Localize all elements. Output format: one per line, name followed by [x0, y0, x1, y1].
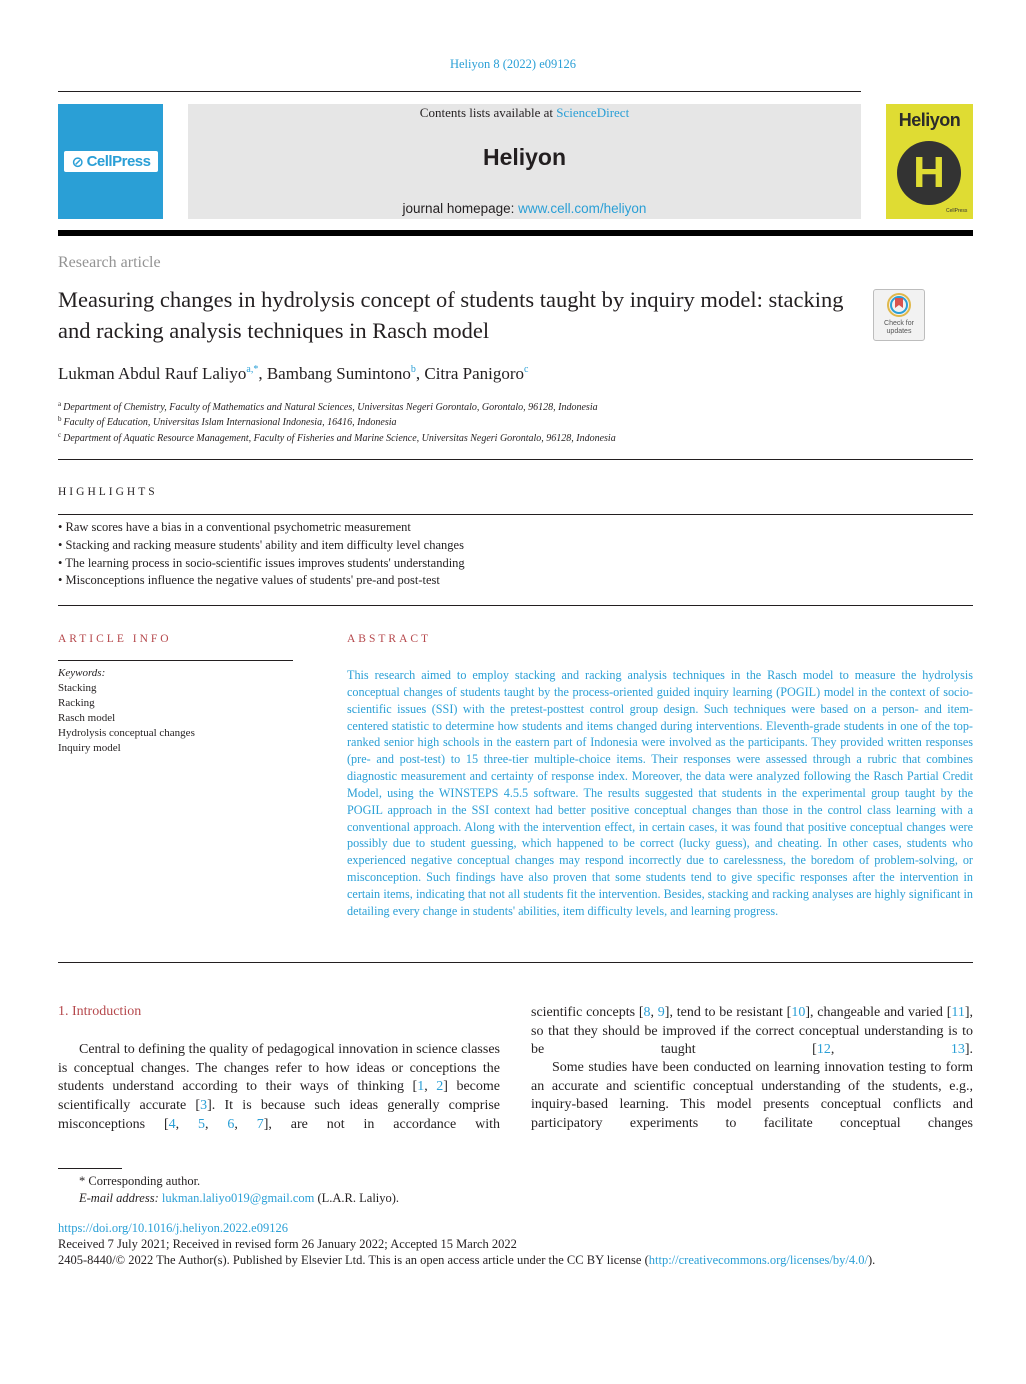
- citation-link[interactable]: 3: [200, 1098, 208, 1114]
- citation-link[interactable]: 1: [417, 1079, 425, 1095]
- text-run: ], changeable and varied [: [805, 1005, 952, 1020]
- highlight-item: • Stacking and racking measure students' ability and item difficulty level changes: [58, 538, 464, 552]
- citation-link[interactable]: 11: [951, 1005, 965, 1020]
- text-run: ], so that they should be improved if the correct conceptual understanding is to be taught [: [531, 1005, 974, 1058]
- keyword: Inquiry model: [58, 742, 121, 754]
- author-separator: ,: [258, 364, 267, 383]
- journal-banner: [188, 104, 861, 219]
- author-affiliation-mark[interactable]: b: [410, 364, 416, 375]
- intro-paragraph-1: [58, 1041, 500, 1135]
- journal-reference[interactable]: Heliyon 8 (2022) e09126: [449, 57, 577, 71]
- intro-paragraph-2: Some studies have been conducted on learning innovation testing to form an accurate and scientific conceptual understanding of the students, e.g., inquiry-based learning. This model presents conceptual conflicts and participatory experiments to facilitate conceptual changes: [531, 1060, 973, 1132]
- citation-link[interactable]: 6: [227, 1116, 235, 1132]
- affiliation-c: $^c$ Department of Aquatic Resource Management, Faculty of Fisheries and Marine Science, Universitas Negeri Gorontalo, 96128, Indonesia: [58, 431, 616, 444]
- email-note: E-mail address: lukman.laliyo019@gmail.com (L.A.R. Laliyo).: [79, 1191, 400, 1205]
- introduction-heading: 1. Introduction: [58, 1004, 142, 1019]
- header-thick-rule: [58, 230, 973, 236]
- text-run: ].: [964, 1042, 973, 1058]
- text-run: ,: [650, 1005, 658, 1020]
- link-icon: ⊘: [71, 153, 84, 171]
- text-run: ], are not in accordance with: [263, 1116, 500, 1132]
- citation-link[interactable]: 2: [436, 1079, 444, 1095]
- copyright-line: 2405-8440/© 2022 The Author(s). Published by Elsevier Ltd. This is an open access article under the CC BY license (http://creativecommons.org/licenses/by/4.0/).: [58, 1253, 876, 1267]
- text-run: Central to defining the quality of pedagogical innovation in science classes is conceptual changes. The changes refer to how ideas or conceptions the students understand according to their ways of thinking [: [58, 1042, 500, 1095]
- keyword: Hydrolysis conceptual changes: [58, 727, 195, 739]
- keyword: Rasch model: [58, 712, 116, 724]
- abstract-text: This research aimed to employ stacking and racking analysis techniques in the Rasch model to measure the hydrolysis conceptual changes of students taught by the process-oriented guided inquiry learning (POGIL) model in the context of socio-scientific issues (SSI) with the pretest-posttest control group design. Such techniques were based on a person- and item-centered statistic to determine how students and items changed during interventions. Eleventh-grade students in one of the top-ranked senior high schools in the eastern part of Indonesia were involved as the participants. They provided written responses (pre- and post-test) to 15 three-tier multiple-choice items. Their responses were assessed through a rubric that combines diagnostic measurement and certainty of response index. Moreover, the data were analyzed following the Rasch Partial Credit Model, using the WINSTEPS 4.5.5 software. The results suggested that students in the experimental group taught by the POGIL approach in the SSI context had better positive conceptual changes than those in the control class learning with a conventional approach. Along with the intervention effect, in certain cases, it was found that positive conceptual changes were possibly due to student guessing, which happened to be correct (lucky guess), and cheating. In other cases, students who experienced negative conceptual changes may respond incorrectly due to carelessness, the boredom of problem-solving, or misconception. Such findings have also proven that some students tend to give specific responses after the intervention in certain items, indicating that not all students fit the intervention. Besides, stacking and racking analyses are highly significant in detailing every change in students' abilities, item difficulty levels, and learning progress.: [347, 668, 973, 918]
- article-type: Research article: [58, 254, 161, 271]
- email-link[interactable]: lukman.laliyo019@gmail.com: [161, 1191, 315, 1205]
- header-rule: [58, 91, 861, 92]
- text-run: ,: [175, 1116, 199, 1132]
- text-run: ] become scientifically accurate [: [58, 1079, 500, 1114]
- divider: [58, 514, 973, 515]
- keyword: Stacking: [58, 682, 97, 694]
- text-run: ], tend to be resistant [: [664, 1005, 792, 1020]
- text-run: ,: [234, 1116, 257, 1132]
- affiliation-b: $^b$ Faculty of Education, Universitas Islam Internasional Indonesia, 16416, Indonesia: [58, 415, 397, 428]
- citation-link[interactable]: 5: [198, 1116, 206, 1132]
- citation-link[interactable]: 13: [950, 1042, 965, 1058]
- text-run: scientific concepts [: [531, 1005, 644, 1020]
- citation-link[interactable]: 7: [256, 1116, 264, 1132]
- journal-cover[interactable]: [886, 104, 973, 219]
- doi-link[interactable]: https://doi.org/10.1016/j.heliyon.2022.e09126: [58, 1221, 288, 1235]
- keyword: Racking: [58, 697, 95, 709]
- text-run: ,: [205, 1116, 228, 1132]
- abstract-heading: ABSTRACT: [347, 633, 432, 645]
- author-affiliation-mark[interactable]: a,*: [246, 364, 259, 375]
- author-name: Lukman Abdul Rauf Laliyo: [58, 364, 247, 383]
- author-name: Bambang Sumintono: [266, 364, 411, 383]
- cover-h-logo: H: [897, 141, 961, 205]
- cover-title: Heliyon: [898, 110, 961, 130]
- highlight-item: • Misconceptions influence the negative values of students' pre-and post-test: [58, 573, 440, 587]
- corresponding-author-note: * Corresponding author.: [79, 1174, 201, 1188]
- article-title: Measuring changes in hydrolysis concept of students taught by inquiry model: stacking and racking analysis techniques in Rasch model: [58, 287, 844, 343]
- citation-link[interactable]: 9: [657, 1005, 665, 1020]
- author-separator: ,: [415, 364, 425, 383]
- homepage-link[interactable]: www.cell.com/heliyon: [518, 201, 647, 216]
- highlight-item: • Raw scores have a bias in a conventional psychometric measurement: [58, 520, 411, 534]
- citation-link[interactable]: 12: [816, 1042, 831, 1058]
- intro-paragraph-1-cont: [531, 1004, 973, 1060]
- citation-link[interactable]: 4: [168, 1116, 176, 1132]
- check-for-updates-button[interactable]: [873, 289, 925, 341]
- highlight-item: • The learning process in socio-scientific issues improves students' understanding: [58, 556, 465, 570]
- article-info-heading: ARTICLE INFO: [58, 633, 172, 645]
- contents-line: Contents lists available at ScienceDirect: [419, 105, 630, 120]
- journal-title: Heliyon: [482, 144, 567, 170]
- divider: [58, 459, 973, 460]
- cellpress-logo: ⊘ CellPress: [64, 151, 158, 172]
- keywords-label: Keywords:: [58, 667, 106, 679]
- divider: [58, 605, 973, 606]
- footnote-rule: [58, 1168, 122, 1169]
- affiliation-a: $^a$ Department of Chemistry, Faculty of Mathematics and Natural Sciences, Universitas Negeri Gorontalo, Gorontalo, 96128, Indonesia: [58, 400, 598, 413]
- check-updates-icon: [887, 293, 911, 317]
- citation-link[interactable]: 8: [643, 1005, 651, 1020]
- highlights-heading: HIGHLIGHTS: [58, 486, 158, 498]
- author-list: [58, 364, 528, 384]
- divider: [58, 962, 973, 963]
- sciencedirect-link[interactable]: ScienceDirect: [556, 105, 630, 120]
- citation-link[interactable]: 10: [791, 1005, 806, 1020]
- text-run: ]. It is because such ideas generally comprise misconceptions [: [58, 1098, 501, 1132]
- text-run: ,: [424, 1079, 437, 1095]
- text-run: ,: [830, 1042, 951, 1058]
- publisher-logo-box[interactable]: [58, 104, 163, 219]
- divider: [58, 660, 293, 661]
- author-name: Citra Panigoro: [424, 364, 525, 383]
- homepage-line: journal homepage: www.cell.com/heliyon: [402, 201, 647, 216]
- check-updates-label: Check for updates: [884, 320, 914, 335]
- received-dates: Received 7 July 2021; Received in revised form 26 January 2022; Accepted 15 March 2022: [58, 1237, 517, 1251]
- cover-publisher: CellPress: [946, 208, 968, 214]
- license-link[interactable]: http://creativecommons.org/licenses/by/4.0/: [648, 1253, 868, 1267]
- author-affiliation-mark[interactable]: c: [524, 364, 529, 375]
